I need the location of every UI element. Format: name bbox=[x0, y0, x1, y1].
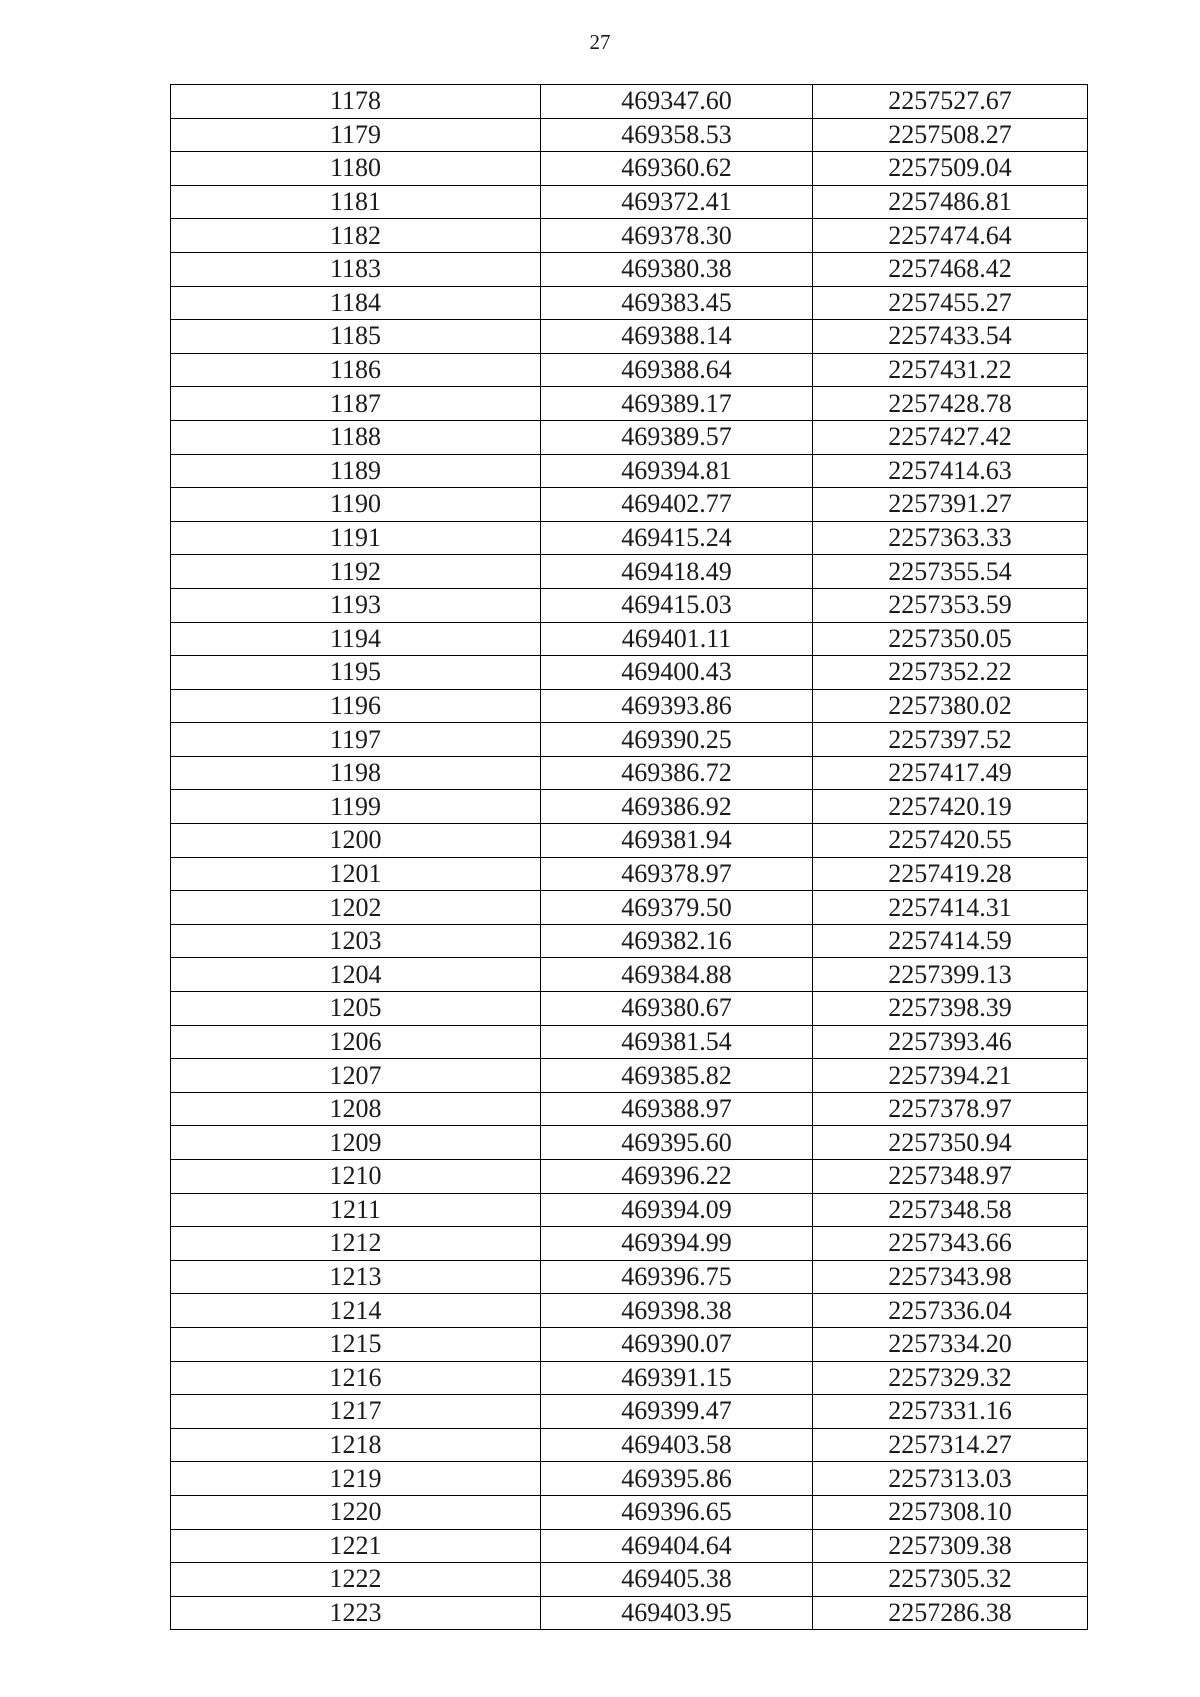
point-number-cell: 1204 bbox=[171, 958, 541, 992]
table-row bbox=[171, 1092, 1088, 1126]
table-row bbox=[171, 1529, 1088, 1563]
table-row bbox=[171, 219, 1088, 253]
table-row bbox=[171, 992, 1088, 1026]
table-row bbox=[171, 1428, 1088, 1462]
y-coordinate-cell: 2257309.38 bbox=[813, 1529, 1088, 1563]
y-coordinate-cell: 2257352.22 bbox=[813, 656, 1088, 690]
y-coordinate-cell: 2257393.46 bbox=[813, 1025, 1088, 1059]
table-row bbox=[171, 185, 1088, 219]
x-coordinate-cell: 469403.95 bbox=[541, 1596, 813, 1630]
y-coordinate-cell: 2257313.03 bbox=[813, 1462, 1088, 1496]
coordinates-table-body bbox=[171, 85, 1088, 1630]
y-coordinate-cell: 2257468.42 bbox=[813, 252, 1088, 286]
y-coordinate-cell: 2257350.05 bbox=[813, 622, 1088, 656]
y-coordinate-cell: 2257474.64 bbox=[813, 219, 1088, 253]
point-number-cell: 1194 bbox=[171, 622, 541, 656]
y-coordinate-cell: 2257414.63 bbox=[813, 454, 1088, 488]
point-number-cell: 1202 bbox=[171, 891, 541, 925]
x-coordinate-cell: 469390.25 bbox=[541, 723, 813, 757]
y-coordinate-cell: 2257308.10 bbox=[813, 1495, 1088, 1529]
y-coordinate-cell: 2257336.04 bbox=[813, 1294, 1088, 1328]
x-coordinate-cell: 469378.30 bbox=[541, 219, 813, 253]
table-row bbox=[171, 1059, 1088, 1093]
table-row bbox=[171, 622, 1088, 656]
table-row bbox=[171, 1596, 1088, 1630]
table-row bbox=[171, 1563, 1088, 1597]
x-coordinate-cell: 469394.99 bbox=[541, 1227, 813, 1261]
x-coordinate-cell: 469389.57 bbox=[541, 420, 813, 454]
point-number-cell: 1216 bbox=[171, 1361, 541, 1395]
table-row bbox=[171, 252, 1088, 286]
point-number-cell: 1195 bbox=[171, 656, 541, 690]
table-row bbox=[171, 857, 1088, 891]
point-number-cell: 1192 bbox=[171, 555, 541, 589]
point-number-cell: 1214 bbox=[171, 1294, 541, 1328]
table-row bbox=[171, 1495, 1088, 1529]
point-number-cell: 1180 bbox=[171, 152, 541, 186]
coordinates-table bbox=[170, 84, 1088, 1630]
point-number-cell: 1181 bbox=[171, 185, 541, 219]
y-coordinate-cell: 2257394.21 bbox=[813, 1059, 1088, 1093]
point-number-cell: 1190 bbox=[171, 488, 541, 522]
point-number-cell: 1193 bbox=[171, 588, 541, 622]
table-row bbox=[171, 152, 1088, 186]
y-coordinate-cell: 2257380.02 bbox=[813, 689, 1088, 723]
table-row bbox=[171, 924, 1088, 958]
y-coordinate-cell: 2257420.55 bbox=[813, 824, 1088, 858]
point-number-cell: 1179 bbox=[171, 118, 541, 152]
point-number-cell: 1210 bbox=[171, 1160, 541, 1194]
y-coordinate-cell: 2257486.81 bbox=[813, 185, 1088, 219]
table-row bbox=[171, 454, 1088, 488]
table-row bbox=[171, 891, 1088, 925]
y-coordinate-cell: 2257398.39 bbox=[813, 992, 1088, 1026]
point-number-cell: 1215 bbox=[171, 1327, 541, 1361]
y-coordinate-cell: 2257431.22 bbox=[813, 353, 1088, 387]
x-coordinate-cell: 469347.60 bbox=[541, 85, 813, 119]
point-number-cell: 1183 bbox=[171, 252, 541, 286]
x-coordinate-cell: 469401.11 bbox=[541, 622, 813, 656]
x-coordinate-cell: 469394.81 bbox=[541, 454, 813, 488]
table-row bbox=[171, 790, 1088, 824]
x-coordinate-cell: 469394.09 bbox=[541, 1193, 813, 1227]
x-coordinate-cell: 469388.14 bbox=[541, 320, 813, 354]
table-row bbox=[171, 286, 1088, 320]
table-row bbox=[171, 488, 1088, 522]
y-coordinate-cell: 2257378.97 bbox=[813, 1092, 1088, 1126]
y-coordinate-cell: 2257353.59 bbox=[813, 588, 1088, 622]
point-number-cell: 1186 bbox=[171, 353, 541, 387]
table-row bbox=[171, 1361, 1088, 1395]
y-coordinate-cell: 2257414.31 bbox=[813, 891, 1088, 925]
x-coordinate-cell: 469396.75 bbox=[541, 1260, 813, 1294]
x-coordinate-cell: 469399.47 bbox=[541, 1395, 813, 1429]
point-number-cell: 1200 bbox=[171, 824, 541, 858]
table-row bbox=[171, 1260, 1088, 1294]
x-coordinate-cell: 469389.17 bbox=[541, 387, 813, 421]
table-row bbox=[171, 958, 1088, 992]
y-coordinate-cell: 2257414.59 bbox=[813, 924, 1088, 958]
point-number-cell: 1213 bbox=[171, 1260, 541, 1294]
point-number-cell: 1220 bbox=[171, 1495, 541, 1529]
table-row bbox=[171, 320, 1088, 354]
y-coordinate-cell: 2257350.94 bbox=[813, 1126, 1088, 1160]
table-row bbox=[171, 85, 1088, 119]
x-coordinate-cell: 469415.03 bbox=[541, 588, 813, 622]
y-coordinate-cell: 2257527.67 bbox=[813, 85, 1088, 119]
table-row bbox=[171, 521, 1088, 555]
point-number-cell: 1223 bbox=[171, 1596, 541, 1630]
x-coordinate-cell: 469403.58 bbox=[541, 1428, 813, 1462]
point-number-cell: 1178 bbox=[171, 85, 541, 119]
y-coordinate-cell: 2257399.13 bbox=[813, 958, 1088, 992]
x-coordinate-cell: 469381.94 bbox=[541, 824, 813, 858]
table-row bbox=[171, 689, 1088, 723]
point-number-cell: 1217 bbox=[171, 1395, 541, 1429]
point-number-cell: 1189 bbox=[171, 454, 541, 488]
table-row bbox=[171, 420, 1088, 454]
x-coordinate-cell: 469360.62 bbox=[541, 152, 813, 186]
y-coordinate-cell: 2257391.27 bbox=[813, 488, 1088, 522]
point-number-cell: 1203 bbox=[171, 924, 541, 958]
point-number-cell: 1206 bbox=[171, 1025, 541, 1059]
table-row bbox=[171, 1294, 1088, 1328]
y-coordinate-cell: 2257397.52 bbox=[813, 723, 1088, 757]
y-coordinate-cell: 2257348.97 bbox=[813, 1160, 1088, 1194]
table-row bbox=[171, 555, 1088, 589]
table-row bbox=[171, 824, 1088, 858]
table-row bbox=[171, 1126, 1088, 1160]
y-coordinate-cell: 2257305.32 bbox=[813, 1563, 1088, 1597]
x-coordinate-cell: 469415.24 bbox=[541, 521, 813, 555]
x-coordinate-cell: 469382.16 bbox=[541, 924, 813, 958]
x-coordinate-cell: 469396.22 bbox=[541, 1160, 813, 1194]
table-row bbox=[171, 1462, 1088, 1496]
table-row bbox=[171, 1327, 1088, 1361]
point-number-cell: 1212 bbox=[171, 1227, 541, 1261]
x-coordinate-cell: 469379.50 bbox=[541, 891, 813, 925]
x-coordinate-cell: 469396.65 bbox=[541, 1495, 813, 1529]
x-coordinate-cell: 469383.45 bbox=[541, 286, 813, 320]
y-coordinate-cell: 2257420.19 bbox=[813, 790, 1088, 824]
y-coordinate-cell: 2257509.04 bbox=[813, 152, 1088, 186]
point-number-cell: 1219 bbox=[171, 1462, 541, 1496]
x-coordinate-cell: 469395.86 bbox=[541, 1462, 813, 1496]
y-coordinate-cell: 2257314.27 bbox=[813, 1428, 1088, 1462]
table-row bbox=[171, 1193, 1088, 1227]
x-coordinate-cell: 469380.67 bbox=[541, 992, 813, 1026]
point-number-cell: 1184 bbox=[171, 286, 541, 320]
point-number-cell: 1182 bbox=[171, 219, 541, 253]
x-coordinate-cell: 469391.15 bbox=[541, 1361, 813, 1395]
x-coordinate-cell: 469418.49 bbox=[541, 555, 813, 589]
point-number-cell: 1218 bbox=[171, 1428, 541, 1462]
y-coordinate-cell: 2257331.16 bbox=[813, 1395, 1088, 1429]
point-number-cell: 1197 bbox=[171, 723, 541, 757]
y-coordinate-cell: 2257334.20 bbox=[813, 1327, 1088, 1361]
table-row bbox=[171, 756, 1088, 790]
x-coordinate-cell: 469388.97 bbox=[541, 1092, 813, 1126]
y-coordinate-cell: 2257343.66 bbox=[813, 1227, 1088, 1261]
point-number-cell: 1191 bbox=[171, 521, 541, 555]
y-coordinate-cell: 2257363.33 bbox=[813, 521, 1088, 555]
x-coordinate-cell: 469385.82 bbox=[541, 1059, 813, 1093]
y-coordinate-cell: 2257427.42 bbox=[813, 420, 1088, 454]
x-coordinate-cell: 469381.54 bbox=[541, 1025, 813, 1059]
x-coordinate-cell: 469398.38 bbox=[541, 1294, 813, 1328]
x-coordinate-cell: 469390.07 bbox=[541, 1327, 813, 1361]
table-row bbox=[171, 353, 1088, 387]
point-number-cell: 1209 bbox=[171, 1126, 541, 1160]
table-row bbox=[171, 1160, 1088, 1194]
x-coordinate-cell: 469372.41 bbox=[541, 185, 813, 219]
table-row bbox=[171, 588, 1088, 622]
x-coordinate-cell: 469386.72 bbox=[541, 756, 813, 790]
x-coordinate-cell: 469395.60 bbox=[541, 1126, 813, 1160]
point-number-cell: 1207 bbox=[171, 1059, 541, 1093]
point-number-cell: 1201 bbox=[171, 857, 541, 891]
y-coordinate-cell: 2257348.58 bbox=[813, 1193, 1088, 1227]
table-row bbox=[171, 1025, 1088, 1059]
point-number-cell: 1188 bbox=[171, 420, 541, 454]
table-row bbox=[171, 1395, 1088, 1429]
table-row bbox=[171, 118, 1088, 152]
table-row bbox=[171, 1227, 1088, 1261]
x-coordinate-cell: 469405.38 bbox=[541, 1563, 813, 1597]
x-coordinate-cell: 469384.88 bbox=[541, 958, 813, 992]
table-row bbox=[171, 656, 1088, 690]
point-number-cell: 1187 bbox=[171, 387, 541, 421]
table-row bbox=[171, 387, 1088, 421]
point-number-cell: 1211 bbox=[171, 1193, 541, 1227]
point-number-cell: 1221 bbox=[171, 1529, 541, 1563]
y-coordinate-cell: 2257286.38 bbox=[813, 1596, 1088, 1630]
x-coordinate-cell: 469393.86 bbox=[541, 689, 813, 723]
page-number: 27 bbox=[589, 30, 611, 54]
y-coordinate-cell: 2257455.27 bbox=[813, 286, 1088, 320]
x-coordinate-cell: 469400.43 bbox=[541, 656, 813, 690]
x-coordinate-cell: 469388.64 bbox=[541, 353, 813, 387]
y-coordinate-cell: 2257329.32 bbox=[813, 1361, 1088, 1395]
x-coordinate-cell: 469404.64 bbox=[541, 1529, 813, 1563]
point-number-cell: 1196 bbox=[171, 689, 541, 723]
x-coordinate-cell: 469402.77 bbox=[541, 488, 813, 522]
y-coordinate-cell: 2257417.49 bbox=[813, 756, 1088, 790]
x-coordinate-cell: 469386.92 bbox=[541, 790, 813, 824]
point-number-cell: 1199 bbox=[171, 790, 541, 824]
point-number-cell: 1208 bbox=[171, 1092, 541, 1126]
x-coordinate-cell: 469378.97 bbox=[541, 857, 813, 891]
y-coordinate-cell: 2257433.54 bbox=[813, 320, 1088, 354]
x-coordinate-cell: 469358.53 bbox=[541, 118, 813, 152]
y-coordinate-cell: 2257355.54 bbox=[813, 555, 1088, 589]
y-coordinate-cell: 2257419.28 bbox=[813, 857, 1088, 891]
x-coordinate-cell: 469380.38 bbox=[541, 252, 813, 286]
y-coordinate-cell: 2257428.78 bbox=[813, 387, 1088, 421]
y-coordinate-cell: 2257508.27 bbox=[813, 118, 1088, 152]
point-number-cell: 1222 bbox=[171, 1563, 541, 1597]
point-number-cell: 1185 bbox=[171, 320, 541, 354]
y-coordinate-cell: 2257343.98 bbox=[813, 1260, 1088, 1294]
point-number-cell: 1205 bbox=[171, 992, 541, 1026]
table-row bbox=[171, 723, 1088, 757]
point-number-cell: 1198 bbox=[171, 756, 541, 790]
